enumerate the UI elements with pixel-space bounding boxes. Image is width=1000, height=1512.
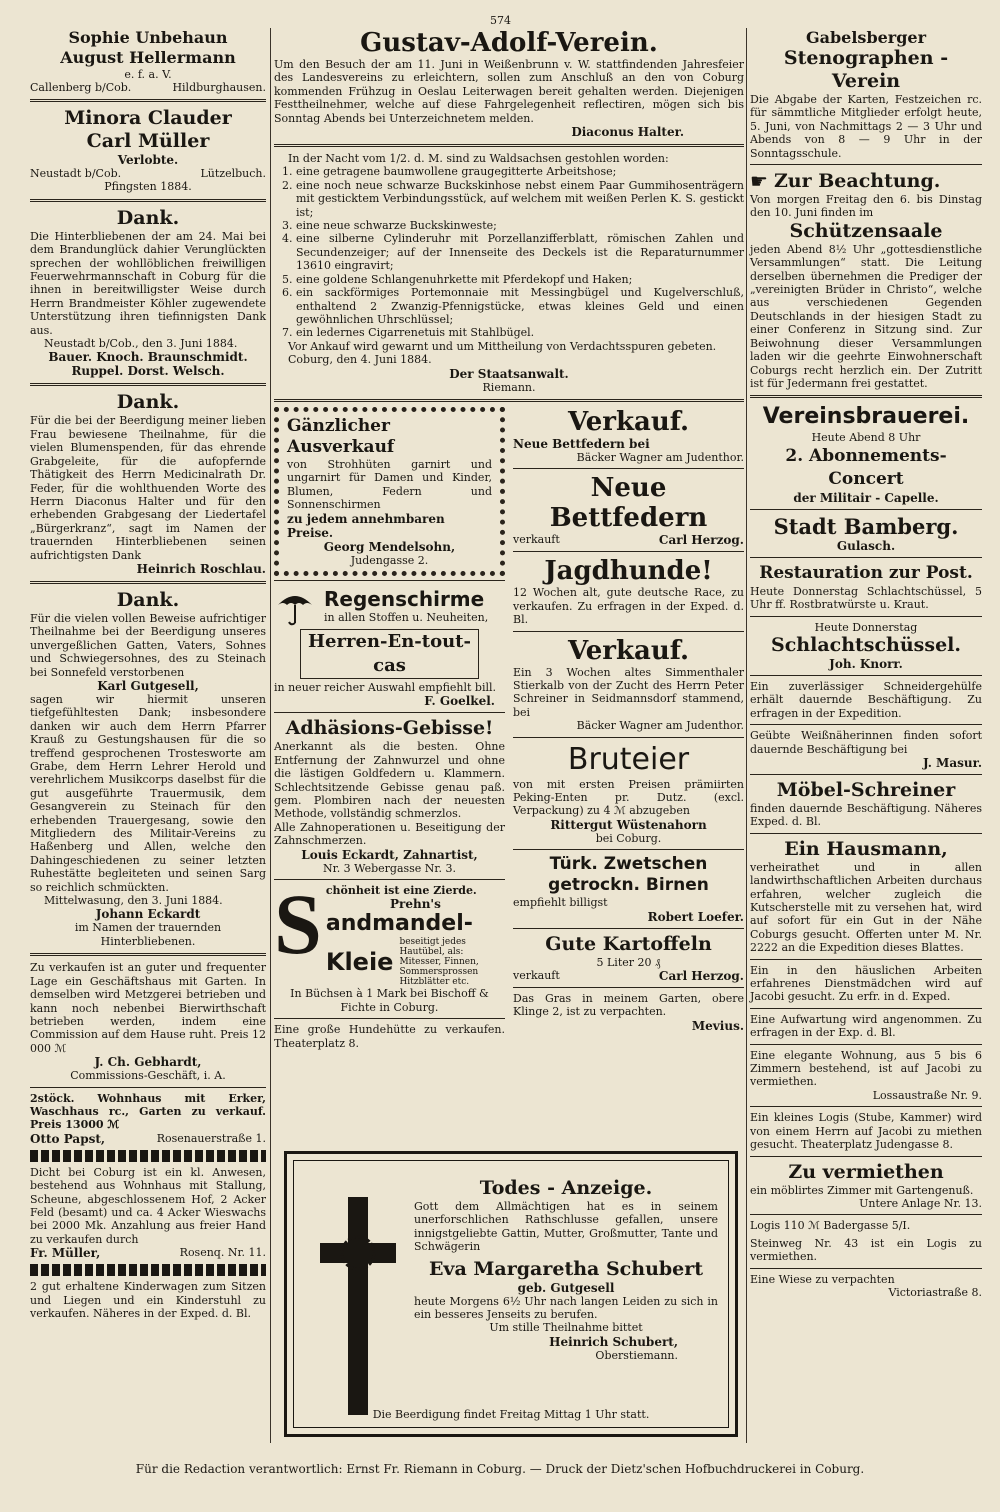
umbrella-ad (274, 585, 505, 708)
divider (513, 468, 744, 469)
column-divider (270, 28, 271, 1443)
deceased-name: Eva Margaretha Schubert (428, 1257, 704, 1280)
address: Untere Anlage Nr. 13. (859, 1196, 982, 1210)
heading: Gustav-Adolf-Verein. (360, 28, 658, 58)
signer: Joh. Knorr. (829, 656, 903, 671)
text: Von morgen Freitag den 6. bis Dinstag den 10. Juni finden im (750, 193, 982, 220)
text: Für die vielen vollen Beweise aufrichtiger Theilnahme bei der Beerdigung unseres unvergeßlichen Gatten, Vaters, Sohnes und Schwiegersohnes, des zu Steinach bei Sonnefeld verstorbenen (30, 611, 266, 679)
thanks-notice (30, 207, 266, 379)
name: Carl Müller (86, 130, 210, 153)
list-item: 3. eine neue schwarze Buckskinweste; (296, 219, 744, 232)
divider (513, 987, 744, 988)
thanks-notice (30, 391, 266, 575)
rental-ad (750, 1273, 982, 1300)
signer: Heinrich Roschlau. (136, 561, 266, 576)
date: Pfingsten 1884. (104, 180, 192, 194)
divider (30, 199, 266, 202)
column-divider (746, 28, 747, 1443)
heading: Dank. (116, 206, 180, 229)
page-number: 574 (490, 14, 511, 27)
subtitle: e. f. a. V. (124, 68, 172, 81)
price: In Büchsen à 1 Mark bei Bischoff & Fichte in Coburg. (290, 987, 489, 1014)
sale-ad (513, 636, 744, 733)
divider (750, 724, 982, 725)
price: 5 Liter 20 ₰ (596, 955, 661, 969)
heading: Dank. (116, 391, 180, 414)
text: Neue Bettfedern bei (513, 436, 650, 451)
divider (750, 1008, 982, 1009)
signer: Otto Papst, (30, 1131, 106, 1146)
sale-ad (30, 1280, 266, 1320)
divider (750, 959, 982, 960)
heading: Stadt Bamberg. (773, 513, 959, 539)
sale-ad (30, 1092, 266, 1146)
signer: Carl Herzog. (658, 533, 744, 548)
name: Sophie Unbehaun (68, 28, 228, 47)
rental-ad (750, 1161, 982, 1211)
grass-ad (513, 992, 744, 1033)
column-middle (274, 28, 744, 1050)
potatoes-ad (513, 933, 744, 983)
signer-name: Riemann. (482, 380, 536, 394)
dental-ad (274, 717, 505, 875)
place-date: Neustadt b/Cob., den 3. Juni 1884. (44, 337, 238, 351)
text: Heute Donnerstag Schlachtschüssel, 5 Uhr ff. Rostbratwürste u. Kraut. (750, 584, 982, 612)
text: Eine Wiese zu verpachten (750, 1272, 895, 1286)
divider (513, 737, 744, 738)
place: Lützelbuch. (200, 167, 266, 181)
product-name: Kleie (325, 948, 394, 977)
place: Neustadt b/Cob. (30, 167, 122, 181)
text: Um stille Theilnahme bittet (489, 1321, 643, 1335)
signer: Heinrich Schubert, (549, 1334, 678, 1349)
text: Dicht bei Coburg ist ein kl. Anwesen, bestehend aus Wohnhaus mit Stallung, Scheune, abgeschlossenem Hof, 2 Acker Feld (besamt) und ca. 4 Acker Wieswachs bei 2000 Mk. Anzahlung aus freier Hand zu verkaufen durch (30, 1165, 266, 1246)
address: Lossaustraße Nr. 9. (872, 1088, 982, 1102)
subtitle: Heute Donnerstag (814, 620, 918, 634)
text: Für die bei der Beerdigung meiner lieben Frau bewiesene Theilnahme, für die vielen Blumenspenden, für das ehrende Grabgeleite, für die aufopfernde Thätigkeit des Herrn Medicinalrath Dr. Feder, für die wohlthuenden Worte des Herrn Diaconus Halter und für den erhebenden Grabgesang der Liedertafel „Bürgerkranz“, sagt im Namen der trauernden Hinterbliebenen seinen aufrichtigsten Dank (30, 414, 266, 562)
name: August Hellermann (60, 48, 236, 67)
heading: Gabelsberger (805, 28, 927, 47)
status: Verlobte. (117, 153, 179, 168)
footer-imprint: Für die Redaction verantwortlich: Ernst Fr. Riemann in Coburg. — Druck der Dietz'schen Hofbuchdruckerei in Coburg. (135, 1462, 865, 1476)
divider (513, 631, 744, 632)
heading: Restauration zur Post. (759, 562, 973, 583)
ad-column (274, 407, 505, 1050)
text: der Militair - Capelle. (793, 490, 939, 505)
signer-note: bei Coburg. (595, 831, 662, 845)
job-ad (750, 838, 982, 955)
text: ein möblirtes Zimmer mit Gartengenuß. (750, 1183, 974, 1197)
inn-ad (750, 514, 982, 553)
text: jeden Abend 8½ Uhr „gottesdienstliche Versammlungen“ statt. Die Leitung derselben übernehmen die Prediger der „vereinigten Brüder in Christo“, welche aus verschiedenen Gegenden Deutschlands in der hiesigen Stadt zu einer Conferenz in Sitzung sind. Zur Beiwohnung dieser Versammlungen laden wir die geehrte Einwohnerschaft Coburgs recht herzlich ein. Der Zutritt ist für Jedermann frei gestattet. (750, 242, 982, 390)
heading: Ein Hausmann, (784, 837, 948, 860)
signer: J. Ch. Gebhardt, (94, 1055, 202, 1070)
signers: Ruppel. Dorst. Welsch. (71, 364, 225, 379)
heading: Adhäsions-Gebisse! (285, 717, 494, 740)
divider (750, 1106, 982, 1107)
divider (30, 383, 266, 386)
place: Hildburghausen. (172, 81, 266, 95)
text: verkauft (513, 969, 560, 983)
rental-ad (750, 1049, 982, 1103)
umbrella-icon (274, 585, 316, 627)
divider (30, 953, 266, 956)
clearance-sale-ad (274, 407, 505, 576)
heading: Türk. Zwetschen (549, 854, 708, 875)
tagline: chönheit ist eine Zierde. (325, 884, 477, 898)
emphasis: zu jedem annehmbaren Preise. (287, 511, 445, 540)
text: 2stöck. Wohnhaus mit Erker, Waschhaus rc., Garten zu verkauf. Preis 13000 ℳ (30, 1091, 266, 1132)
heading: Verkauf. (567, 635, 690, 666)
job-ad (750, 779, 982, 829)
list-item: 1. eine getragene baumwollene graugegitterte Arbeitshose; (296, 165, 744, 178)
address: Rosenq. Nr. 11. (179, 1246, 266, 1260)
signer-note: Oberstiemann. (595, 1348, 678, 1362)
divider (750, 1044, 982, 1045)
sale-ad (513, 407, 744, 464)
divider (750, 164, 982, 165)
death-notice-frame (293, 1160, 729, 1428)
divider (750, 774, 982, 775)
divider (274, 399, 744, 402)
text: Anerkannt als die besten. Ohne Entfernung der Zahnwurzel und ohne die lästigen Goldfedern u. Klammern. Schlechtsitzende Gebisse genau paß. gem. Plombiren nach der neuesten Methode, vollständig schmerzlos. (274, 740, 505, 821)
signer: F. Goelkel. (424, 694, 495, 709)
heading: Stenographen - Verein (783, 47, 949, 92)
divider (750, 509, 982, 510)
list-item: 2. eine noch neue schwarze Buckskinhose nebst einem Paar Gummihosenträgern mit gesticktem Verbindungsstück, auf welchem mit weißen Perlen K. S. gestickt ist; (296, 179, 744, 219)
dogs-ad (513, 556, 744, 626)
subtitle: in allen Stoffen u. Neuheiten, (324, 611, 489, 625)
heading: Dank. (116, 588, 180, 611)
text: Geübte Weißnäherinnen finden sofort dauernde Beschäftigung bei (750, 729, 982, 756)
ad-column (513, 407, 744, 1050)
heading: 2. Abonnements-Concert (785, 445, 947, 489)
heading: Herren-En-tout-cas (300, 629, 479, 679)
address: Nr. 3 Webergasse Nr. 3. (323, 861, 456, 875)
job-ad: Eine Aufwartung wird angenommen. Zu erfragen in der Exp. d. Bl. (750, 1012, 982, 1040)
thanks-notice (30, 589, 266, 948)
divider (274, 1018, 505, 1019)
ornament-border (30, 1150, 266, 1162)
signer: Der Staatsanwalt. (449, 366, 569, 381)
ad-grid (274, 407, 744, 1050)
divider (750, 675, 982, 676)
heading: Todes - Anzeige. (479, 1177, 653, 1199)
address: Rosenauerstraße 1. (156, 1131, 266, 1145)
text: Eine elegante Wohnung, aus 5 bis 6 Zimmern bestehend, ist auf Jacobi zu vermiethen. (750, 1048, 982, 1089)
engagement-notice (30, 107, 266, 193)
sale-ad (30, 1166, 266, 1260)
address: Victoriastraße 8. (888, 1285, 982, 1299)
signer: Mevius. (691, 1018, 744, 1033)
restaurant-ad (750, 621, 982, 671)
heading: getrockn. Birnen (548, 875, 709, 896)
shorthand-club-notice (750, 28, 982, 160)
signer: Carl Herzog. (658, 969, 744, 984)
divider (750, 395, 982, 398)
cross-icon (316, 1191, 400, 1421)
list-item: 4. eine silberne Cylinderuhr mit Porzellanzifferblatt, römischen Zahlen und Secundenzeiger; auf der Innenseite des Deckels ist die Reparaturnummer 13610 eingravirt; (296, 232, 744, 272)
intro: In der Nacht vom 1/2. d. M. sind zu Waldsachsen gestohlen worden: (288, 152, 669, 166)
place-date: Mittelwasung, den 3. Juni 1884. (44, 894, 223, 908)
brand: Prehn's (389, 897, 441, 912)
signer: Diaconus Halter. (571, 125, 684, 140)
divider (513, 928, 744, 929)
text: Zu verkaufen ist an guter und frequenter Lage ein Geschäftshaus mit Garten. In demselben wird Metzgerei betrieben und kann noch nebenbei Bierwirthschaft betrieben werden, indem eine Commission auf dem Hause ruht. Preis 12 000 ℳ (30, 961, 266, 1055)
text: 2 gut erhaltene Kinderwagen zum Sitzen und Liegen und ein Kinderstuhl zu verkaufen. Näheres in der Exped. d. Bl. (30, 1280, 266, 1320)
heading: Jagdhunde! (544, 556, 713, 587)
divider (513, 849, 744, 850)
text: sagen wir hiermit unseren tiefgefühltesten Dank; insbesondere danken wir auch dem Herrn Pfarrer Krauß zu Gestungshausen für die so treffend gesprochenen Trostesworte am Grabe, dem Herrn Lehrer Herold und verehrlichem Musikcorps daselbst für die gut ausgeführte Trauermusik, dem Gesangverein zu Steinach für den erhebenden Trauergesang, sowie den Mitgliedern des Militair-Vereins zu Haßenberg und Allen, welche den Dahingeschiedenen zu seiner letzten Ruhestätte begleiteten und seinen Sarg so reichlich schmückten. (30, 692, 266, 894)
divider (274, 144, 744, 147)
text: Gott dem Allmächtigen hat es in seinem unerforschlichen Rathschlusse gefallen, unsere innigstgeliebte Gattin, Mutter, Großmutter, Tante und Schwägerin (414, 1200, 718, 1254)
heading: Neue Bettfedern (549, 473, 708, 534)
text: von mit ersten Preisen prämiirten Peking-Enten pr. Dutz. (excl. Verpackung) zu 4 ℳ abzugeben (513, 777, 744, 818)
heading: Schlachtschüssel. (771, 633, 961, 656)
place: Callenberg b/Cob. (30, 81, 132, 95)
divider (274, 580, 505, 581)
text: Um den Besuch der am 11. Juni in Weißenbrunn v. W. stattfindenden Jahresfeier des Landesvereins zu erleichtern, sollen zum Anschluß an den von Coburg kommenden Frühzug in Oeslau Leiterwagen bereit gehalten werden. Diejenigen Festtheilnehmer, welche auf diese Fahrgelegenheit reflectiren, mögen sich bis Sonntag Abends bei Unterzeichnetem melden. (274, 58, 744, 125)
divider (750, 1156, 982, 1157)
divider (750, 833, 982, 834)
text: verkauft (513, 533, 560, 547)
stolen-items-list (274, 165, 744, 339)
signer: Robert Loefer. (647, 909, 744, 924)
heading: Zu vermiethen (788, 1160, 944, 1183)
list-item: 7. ein ledernes Cigarrenetuis mit Stahlbügel. (296, 326, 744, 339)
signers: Bauer. Knoch. Braunschmidt. (48, 350, 248, 365)
heading: Schützensaale (789, 219, 943, 242)
sale-ad (30, 961, 266, 1082)
job-ad: Ein zuverlässiger Schneidergehülfe erhält dauernde Beschäftigung. Zu erfragen in der Expedition. (750, 679, 982, 720)
heading: Regenschirme (324, 587, 485, 612)
description: beseitigt jedes Hautübel, als: Mitesser, Finnen, Sommersprossen Hitzblätter etc. (399, 937, 479, 988)
signer-note: Commissions-Geschäft, i. A. (70, 1069, 226, 1083)
restaurant-ad (750, 562, 982, 612)
subtitle: Gulasch. (836, 538, 896, 553)
eggs-ad (513, 742, 744, 846)
divider (750, 1214, 982, 1215)
column-right (750, 28, 982, 1303)
divider (30, 1087, 266, 1088)
heading: Bruteier (567, 741, 690, 777)
subtitle: Heute Abend 8 Uhr (811, 431, 921, 445)
place-date: Coburg, den 4. Juni 1884. (288, 353, 432, 367)
heading: Gute Kartoffeln (545, 932, 712, 955)
text: verheirathet und in allen landwirthschaftlichen Arbeiten durchaus erfahren, welcher zugleich die Kutscherstelle mit zu versehen hat, wird auf sofort für ein Gut in der Nähe Coburgs gesucht. Offerten unter M. Nr. 2222 an die Expedition dieses Blattes. (750, 860, 982, 955)
signer-note: im Namen der trauernden Hinterbliebenen. (74, 921, 222, 948)
signer: J. Masur. (922, 755, 982, 770)
notice-ad (750, 169, 982, 390)
signer: Louis Eckardt, Zahnartist, (301, 847, 478, 862)
divider (750, 1268, 982, 1269)
signer: Rittergut Wüstenahorn (550, 817, 707, 832)
text: Alle Zahnoperationen u. Beseitigung der Zahnschmerzen. (274, 820, 505, 848)
divider (513, 551, 744, 552)
heading: Vereinsbrauerei. (762, 404, 970, 430)
text: finden dauernde Beschäftigung. Näheres Exped. d. Bl. (750, 801, 982, 829)
doghouse-ad: Eine große Hundehütte zu verkaufen. Theaterplatz 8. (274, 1023, 505, 1050)
job-ad (750, 729, 982, 770)
engagement-notice (30, 28, 266, 94)
divider (274, 712, 505, 713)
name: Minora Clauder (64, 107, 232, 130)
cosmetic-ad (274, 876, 505, 1014)
text: Die Abgabe der Karten, Festzeichen rc. für sämmtliche Mitglieder erfolgt heute, 5. Juni, von Nachmittags 2 — 3 Uhr und Abends von 8 — 9 Uhr in der Sonntagsschule. (750, 93, 982, 160)
feathers-ad (513, 473, 744, 547)
rental-ad: Ein kleines Logis (Stube, Kammer) wird von einem Herrn auf Jacobi zu miethen gesucht. Theaterplatz Judengasse 8. (750, 1111, 982, 1152)
text: Die Hinterbliebenen der am 24. Mai bei dem Brandunglück dahier Verunglückten sprechen der wohllöblichen freiwilligen Feuerwehrmannschaft in Coburg für die ihnen in bereitwilligster Weise durch Herrn Brandmeister Köhler zugewendete Unterstützung ihren tiefinnigsten Dank aus. (30, 229, 266, 337)
maiden-name: geb. Gutgesell (517, 1280, 615, 1295)
association-notice (274, 28, 744, 139)
rental-ad: Steinweg Nr. 43 ist ein Logis zu vermiethen. (750, 1236, 982, 1264)
divider (750, 616, 982, 617)
divider (30, 99, 266, 102)
theft-notice (274, 152, 744, 394)
warning: Vor Ankauf wird gewarnt und um Mittheilung von Verdachtsspuren gebeten. (288, 339, 717, 353)
text: 12 Wochen alt, gute deutsche Race, zu verkaufen. Zu erfragen in der Exped. d. Bl. (513, 586, 744, 627)
deceased-name: Karl Gutgesell, (97, 678, 199, 693)
signer: Fr. Müller, (30, 1246, 101, 1261)
heading: Möbel-Schreiner (776, 778, 956, 801)
divider (30, 581, 266, 584)
job-ad: Ein in den häuslichen Arbeiten erfahrenes Dienstmädchen wird auf Jacobi gesucht. Zu erfr. in d. Exped. (750, 963, 982, 1004)
list-item: 5. eine goldene Schlangenuhrkette mit Pferdekopf und Haken; (296, 273, 744, 286)
column-left (30, 28, 266, 1324)
drop-letter: S (274, 876, 322, 973)
text: von Strohhüten garnirt und ungarnirt für Damen und Kinder, Blumen, Federn und Sonnenschirmen (287, 457, 492, 512)
brewery-ad (750, 403, 982, 504)
signer: Georg Mendelsohn, (323, 539, 456, 554)
pointing-hand-icon: ☛ (750, 169, 768, 194)
heading: Verkauf. (567, 406, 690, 437)
text: Ein 3 Wochen altes Simmenthaler Stierkalb von der Zucht des Herrn Peter Schreiner in Seidmannsdorf stammend, bei (513, 665, 744, 719)
funeral-notice: Die Beerdigung findet Freitag Mittag 1 Uhr statt. (372, 1407, 650, 1421)
signer: Bäcker Wagner am Judenthor. (576, 450, 744, 464)
address: Judengasse 2. (350, 553, 429, 567)
divider (750, 557, 982, 558)
text: heute Morgens 6½ Uhr nach langen Leiden zu sich in ein besseres Jenseits zu berufen. (414, 1294, 718, 1322)
text: empfiehlt billigst (513, 896, 608, 910)
list-item: 6. ein sackförmiges Portemonnaie mit Messingbügel und Kugelverschluß, enthaltend 2 Zwanzig-Pfennigstücke, etwas kleines Geld und einen gewöhnlichen Uhrschlüssel; (296, 286, 744, 326)
heading: Zur Beachtung. (773, 169, 941, 192)
heading: Gänzlicher Ausverkauf (287, 415, 395, 457)
text: Das Gras in meinem Garten, obere Klinge 2, ist zu verpachten. (513, 992, 744, 1019)
text: in neuer reicher Auswahl empfiehlt bill. (274, 680, 497, 694)
rental-ad: Logis 110 ℳ Badergasse 5/I. (750, 1219, 911, 1233)
heading: andmandel- (325, 911, 473, 937)
fruit-ad (513, 854, 744, 923)
signer: Johann Eckardt (95, 907, 201, 922)
death-notice (284, 1151, 738, 1437)
signer: Bäcker Wagner am Judenthor. (576, 719, 744, 733)
ornament-border (30, 1264, 266, 1276)
